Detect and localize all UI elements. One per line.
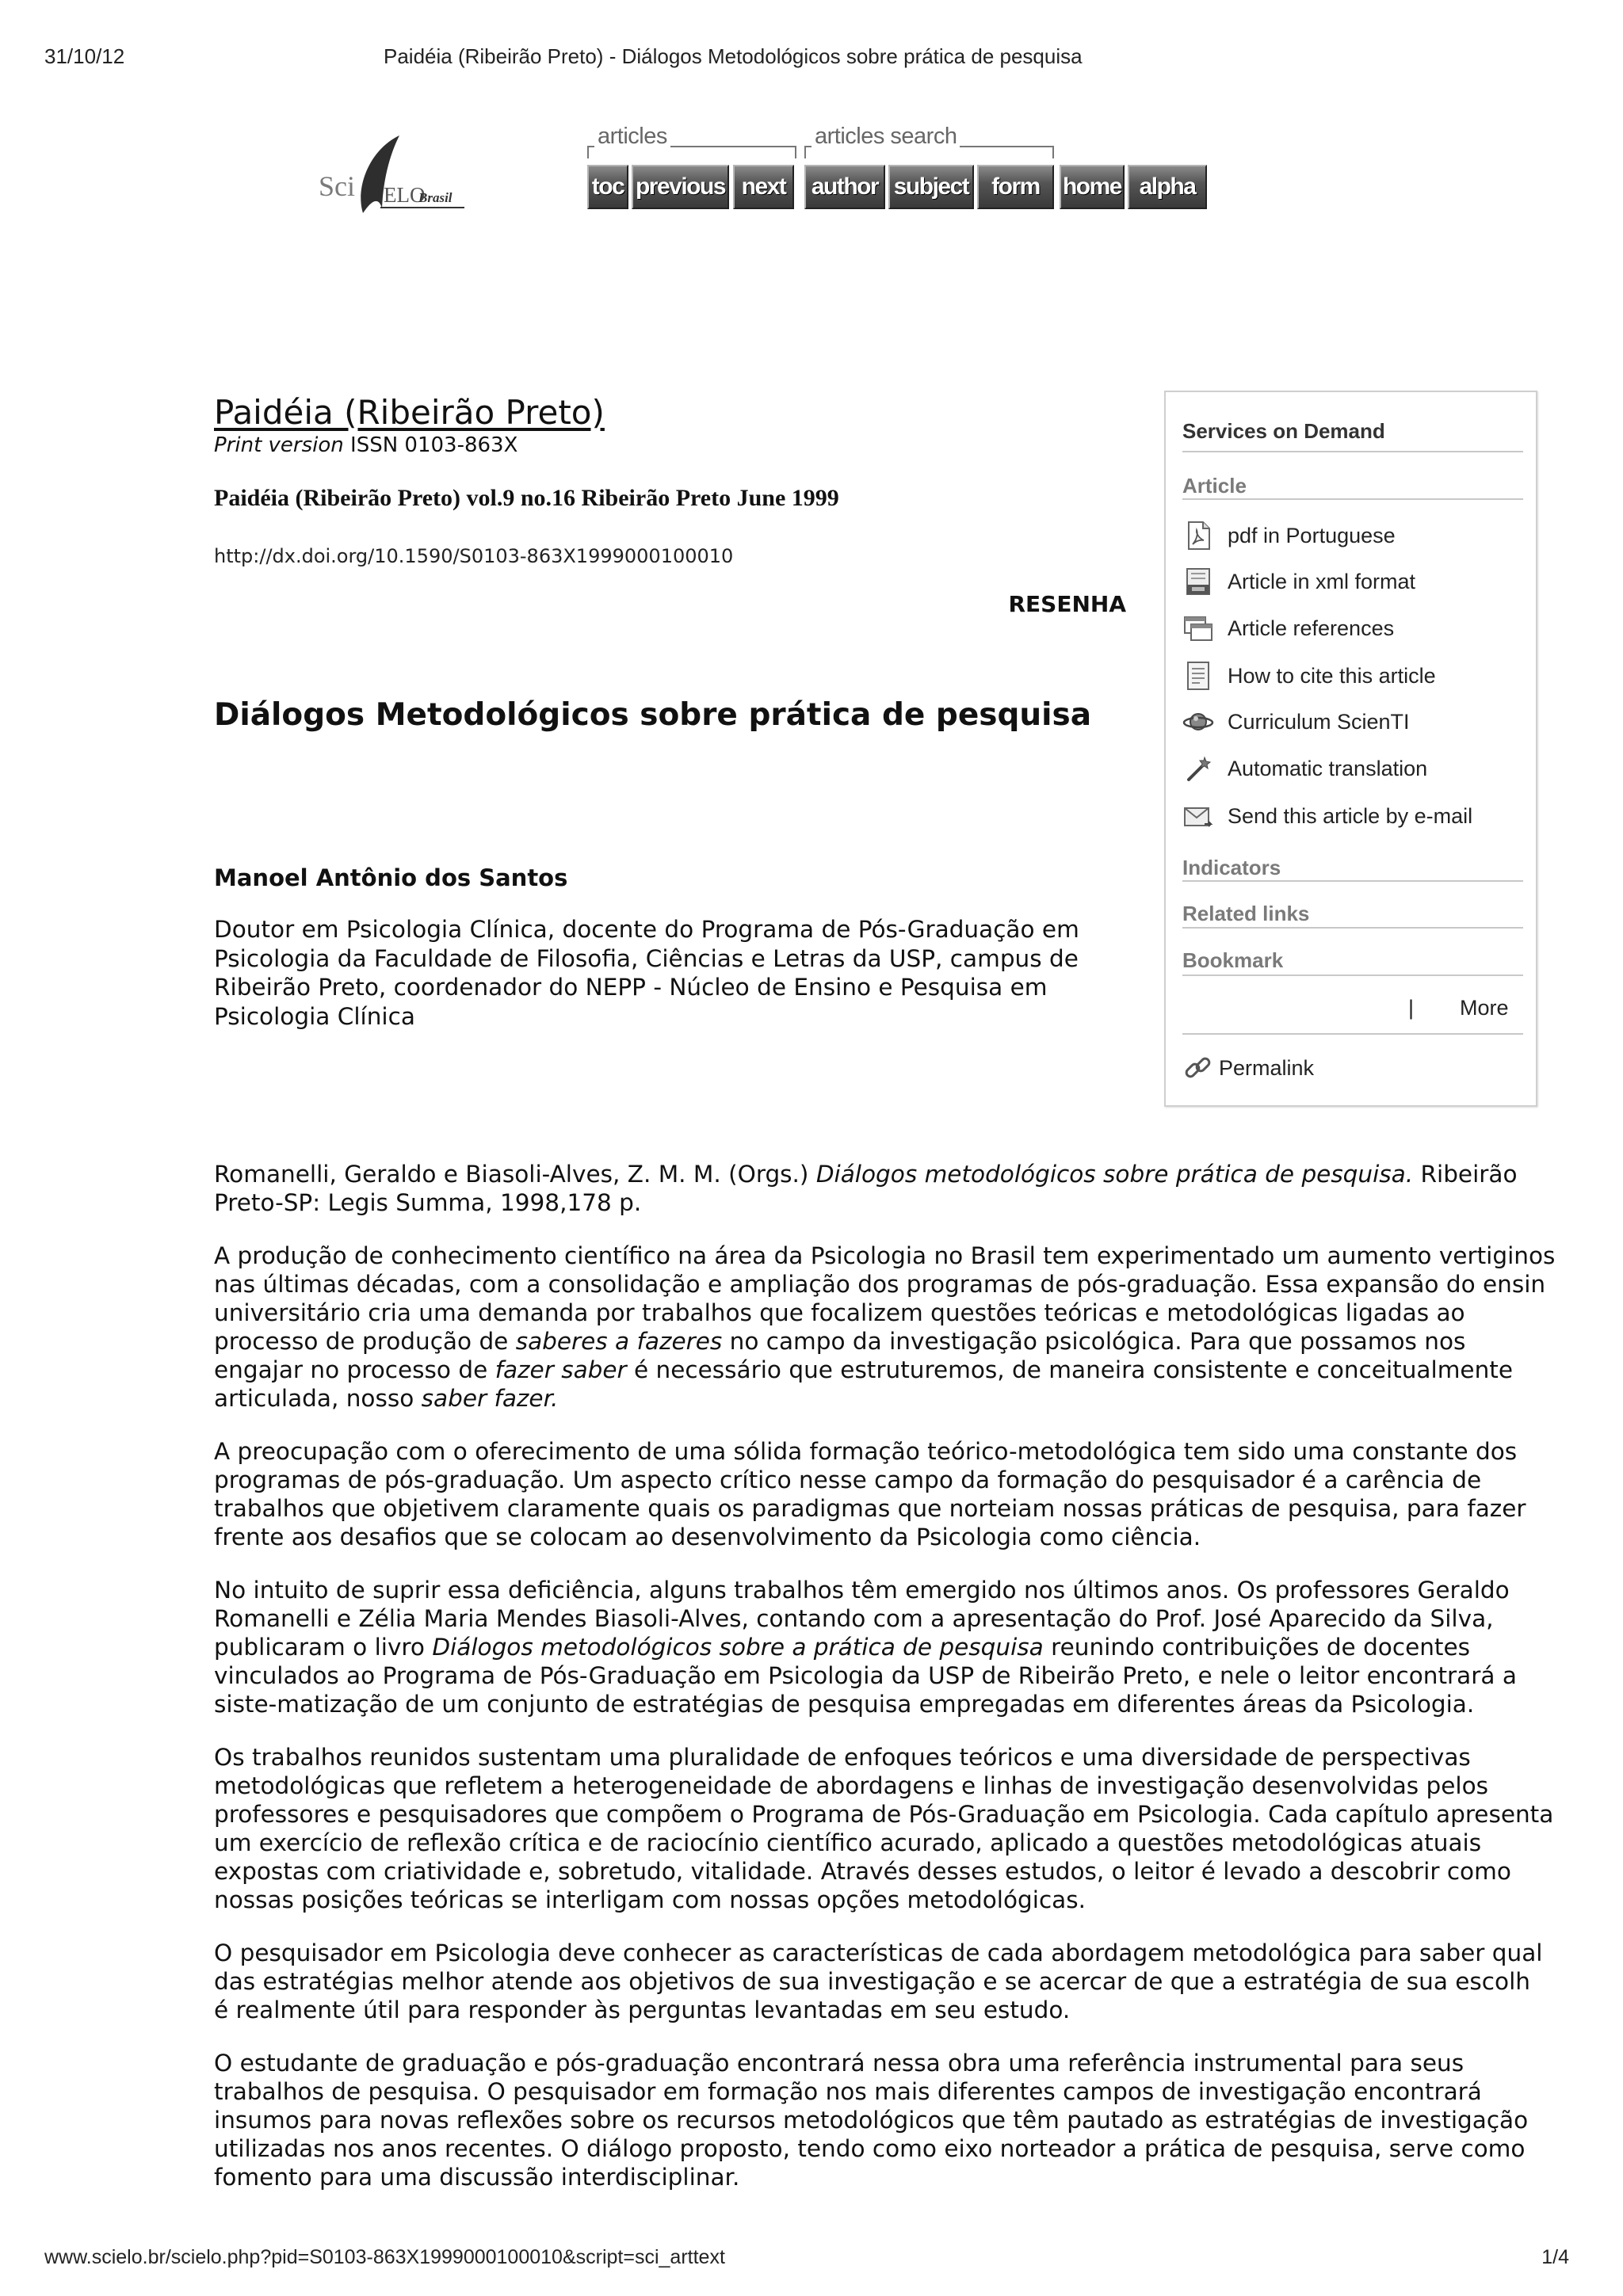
affiliation-line: Psicologia da Faculdade de Filosofia, Ciências e Letras da USP, campus de [214, 944, 1079, 972]
references-link-label: Article references [1228, 616, 1395, 640]
section-label: RESENHA [1008, 591, 1126, 617]
doi: http://dx.doi.org/10.1590/S0103-863X1999000100010 [214, 545, 734, 567]
text-line [214, 1327, 1556, 1356]
text-run: um exercício de reflexão crítica e de raciocínio científico acurado, aplicado a questões metodológicas atuais [214, 1829, 1482, 1856]
divider [1182, 451, 1523, 452]
xml-icon [1182, 566, 1214, 597]
text-run: professores e pesquisadores que compõem o Programa de Pós-Graduação em Psicologia. Cada capítulo apresenta [214, 1801, 1554, 1828]
toc-button[interactable]: toc [587, 165, 628, 209]
body-paragraph [214, 1576, 1556, 1718]
related-links-heading[interactable]: Related links [1182, 902, 1310, 925]
text-line [214, 1299, 1556, 1327]
text-run: insumos para novas reflexões sobre os recursos metodológicos que têm pautado as estratégias de investigação [214, 2107, 1529, 2134]
curriculum-link[interactable] [1182, 706, 1523, 738]
text-run: O estudante de graduação e pós-graduação encontrará nessa obra uma referência instrumental para seus [214, 2050, 1465, 2077]
text-run: metodológicas que refletem a heterogeneidade de abordagens e linhas de investigação desenvolvidas pelos [214, 1772, 1489, 1799]
text-line [214, 1886, 1556, 1914]
print-footer-url: www.scielo.br/scielo.php?pid=S0103-863X1999000100010&script=sci_arttext [44, 2246, 725, 2268]
xml-link-label: Article in xml format [1228, 569, 1416, 593]
divider [1182, 1033, 1523, 1035]
issue-citation: Paidéia (Ribeirão Preto) vol.9 no.16 Ribeirão Preto June 1999 [214, 485, 839, 511]
translation-link-label: Automatic translation [1228, 756, 1428, 780]
text-line [214, 1437, 1556, 1466]
text-run: publicaram o livro [214, 1634, 433, 1661]
scielo-logo[interactable] [317, 131, 468, 218]
text-line [214, 1967, 1556, 1996]
text-run: utilizadas nos anos recentes. O diálogo proposto, tendo como eixo norteador a prática de pesquisa, serve como [214, 2135, 1526, 2162]
text-line [214, 1604, 1556, 1633]
more-link[interactable]: More [1460, 996, 1509, 1020]
services-sidebar [1164, 391, 1537, 1107]
body-paragraph [214, 1241, 1556, 1413]
body-paragraph [214, 1743, 1556, 1914]
divider [1182, 880, 1523, 882]
text-run: engajar no processo de [214, 1356, 495, 1383]
divider [1182, 498, 1523, 500]
author-search-button[interactable]: author [804, 165, 885, 209]
article-title: Diálogos Metodológicos sobre prática de pesquisa [214, 697, 1092, 733]
print-date: 31/10/12 [44, 44, 125, 68]
text-run: é necessário que estruturemos, de maneira consistente e conceitualmente [626, 1356, 1513, 1383]
bookmark-heading: Bookmark [1182, 948, 1284, 972]
subject-search-button[interactable]: subject [888, 165, 974, 209]
text-line [214, 1241, 1556, 1270]
text-line [214, 1270, 1556, 1299]
pdf-link[interactable] [1182, 520, 1523, 551]
references-icon [1182, 612, 1214, 644]
text-run: Romanelli, Geraldo e Biasoli-Alves, Z. M. M. (Orgs.) [214, 1161, 816, 1188]
search-group-label: articles search [812, 123, 960, 150]
article-body [214, 1160, 1556, 2216]
email-link-label: Send this article by e-mail [1228, 803, 1473, 828]
logo-sci-text: Sci [319, 170, 356, 202]
cite-link-label: How to cite this article [1228, 663, 1436, 688]
email-icon [1182, 800, 1214, 832]
text-line [214, 1939, 1556, 1967]
body-paragraph [214, 1939, 1556, 2024]
author-name: Manoel Antônio dos Santos [214, 864, 568, 891]
affiliation-line: Doutor em Psicologia Clínica, docente do Programa de Pós-Graduação em [214, 916, 1079, 943]
cite-link[interactable] [1182, 660, 1523, 692]
text-line [214, 1743, 1556, 1772]
text-line [214, 1576, 1556, 1604]
text-run: é realmente útil para responder às perguntas levantadas em seu estudo. [214, 1997, 1071, 2023]
text-run: nossas posições teóricas se interligam com nossas opções metodológicas. [214, 1886, 1086, 1913]
text-run: A preocupação com o oferecimento de uma sólida formação teórico-metodológica tem sido uma constante dos [214, 1438, 1518, 1465]
italic-text-run: saberes a fazeres [515, 1328, 723, 1355]
references-link[interactable] [1182, 612, 1523, 644]
bookmark-separator: | [1408, 996, 1415, 1020]
text-line [214, 1494, 1556, 1523]
text-line [214, 1829, 1556, 1857]
affiliation-line: Ribeirão Preto, coordenador do NEPP - Núcleo de Ensino e Pesquisa em [214, 974, 1048, 1001]
xml-link[interactable] [1182, 566, 1523, 597]
alpha-button[interactable]: alpha [1128, 165, 1207, 209]
text-line [214, 2106, 1556, 2134]
text-line [214, 2134, 1556, 2163]
curriculum-link-label: Curriculum ScienTI [1228, 709, 1410, 734]
text-line [214, 1633, 1556, 1661]
text-run: A produção de conhecimento científico na área da Psicologia no Brasil tem experimentado um aumento vertiginos [214, 1242, 1556, 1269]
print-page-number: 1/4 [1541, 2246, 1569, 2268]
articles-group-label: articles [594, 123, 670, 150]
text-run: universitário cria uma demanda por trabalhos que focalizem questões teóricas e metodológicas ligadas ao [214, 1299, 1465, 1326]
pdf-icon [1182, 520, 1214, 551]
text-run: no campo da investigação psicológica. Para que possamos nos [722, 1328, 1466, 1355]
body-paragraph [214, 1437, 1556, 1551]
logo-brasil-text: Brasil [418, 190, 453, 205]
body-paragraph [214, 2049, 1556, 2191]
author-affiliation [214, 915, 1079, 1032]
text-run: processo de produção de [214, 1328, 516, 1355]
text-line [214, 1661, 1556, 1690]
text-line [214, 1772, 1556, 1800]
text-run: frente aos desafios que se colocam ao desenvolvimento da Psicologia como ciência. [214, 1524, 1201, 1550]
text-run: fomento para uma discussão interdisciplinar. [214, 2164, 740, 2191]
text-line [214, 1160, 1556, 1188]
link-icon [1182, 1052, 1214, 1084]
next-button[interactable]: next [733, 165, 794, 209]
text-run: Os trabalhos reunidos sustentam uma pluralidade de enfoques teóricos e uma diversidade de perspectivas [214, 1744, 1471, 1771]
print-version [214, 433, 517, 457]
book-reference [214, 1160, 1556, 1217]
form-search-button[interactable]: form [977, 165, 1054, 209]
permalink-label: Permalink [1219, 1055, 1315, 1080]
pdf-link-label: pdf in Portuguese [1228, 523, 1396, 547]
text-line [214, 1466, 1556, 1494]
logo-elo-text: ELO [384, 183, 426, 207]
text-run: Preto-SP: Legis Summa, 1998,178 p. [214, 1189, 642, 1216]
permalink[interactable] [1182, 1052, 1523, 1084]
email-link[interactable] [1182, 800, 1523, 832]
text-line [214, 1800, 1556, 1829]
text-run: trabalhos de pesquisa. O pesquisador em formação nos mais diferentes campos de investigação encontrará [214, 2078, 1482, 2105]
journal-title-link[interactable]: Paidéia (Ribeirão Preto) [214, 393, 605, 432]
translate-icon [1182, 753, 1214, 784]
text-line [214, 1188, 1556, 1217]
home-button[interactable]: home [1060, 165, 1125, 209]
translation-link[interactable] [1182, 753, 1523, 784]
cite-icon [1182, 660, 1214, 692]
italic-text-run: saber fazer. [421, 1385, 559, 1412]
text-run: programas de pós-graduação. Um aspecto crítico nesse campo da formação do pesquisador é a carência de [214, 1466, 1482, 1493]
text-run: trabalhos que objetivem claramente quais os paradigmas que norteiam nossas práticas de pesquisa, para fazer [214, 1495, 1526, 1522]
previous-button[interactable]: previous [632, 165, 729, 209]
text-run: vinculados ao Programa de Pós-Graduação em Psicologia da USP de Ribeirão Preto, e nele o leitor encontrará a [214, 1662, 1517, 1689]
text-run: nas últimas décadas, com a consolidação e ampliação dos programas de pós-graduação. Essa expansão do ensin [214, 1271, 1546, 1298]
issn: ISSN 0103-863X [350, 433, 518, 457]
text-run: Romanelli e Zélia Maria Mendes Biasoli-Alves, contando com a apresentação do Prof. José Aparecido da Silva, [214, 1605, 1494, 1632]
text-line [214, 2049, 1556, 2077]
text-run: reunindo contribuições de docentes [1043, 1634, 1471, 1661]
curriculum-icon [1182, 706, 1214, 738]
text-line [214, 1690, 1556, 1718]
affiliation-line: Psicologia Clínica [214, 1003, 415, 1031]
text-line [214, 1384, 1556, 1413]
text-line [214, 2163, 1556, 2191]
text-run: Ribeirão [1413, 1161, 1518, 1188]
article-heading: Article [1182, 474, 1247, 498]
text-run: O pesquisador em Psicologia deve conhecer as características de cada abordagem metodológica para saber qual [214, 1939, 1543, 1966]
text-line [214, 1996, 1556, 2024]
italic-text-run: fazer saber [495, 1356, 627, 1383]
text-line [214, 2077, 1556, 2106]
text-run: das estratégias melhor atende aos objetivos de sua investigação e se acercar de que a estratégia de sua escolh [214, 1968, 1530, 1995]
indicators-heading[interactable]: Indicators [1182, 856, 1281, 879]
text-line [214, 1523, 1556, 1551]
italic-text-run: Diálogos metodológicos sobre prática de pesquisa. [815, 1161, 1414, 1188]
text-run: articulada, nosso [214, 1385, 422, 1412]
text-line [214, 1857, 1556, 1886]
divider [1182, 927, 1523, 929]
text-run: siste-matização de um conjunto de estratégias de pesquisa empregadas em diferentes áreas da Psicologia. [214, 1691, 1475, 1718]
text-run: expostas com criatividade e, sobretudo, vitalidade. Através desses estudos, o leitor é levado a descobrir como [214, 1858, 1511, 1885]
italic-text-run: Diálogos metodológicos sobre a prática de pesquisa [432, 1634, 1044, 1661]
text-run: No intuito de suprir essa deficiência, alguns trabalhos têm emergido nos últimos anos. Os professores Geraldo [214, 1577, 1510, 1604]
print-page-title: Paidéia (Ribeirão Preto) - Diálogos Metodológicos sobre prática de pesquisa [384, 44, 1083, 68]
divider [1182, 974, 1523, 976]
services-heading: Services on Demand [1182, 419, 1385, 443]
print-version-label: Print version [214, 433, 344, 457]
text-line [214, 1356, 1556, 1384]
